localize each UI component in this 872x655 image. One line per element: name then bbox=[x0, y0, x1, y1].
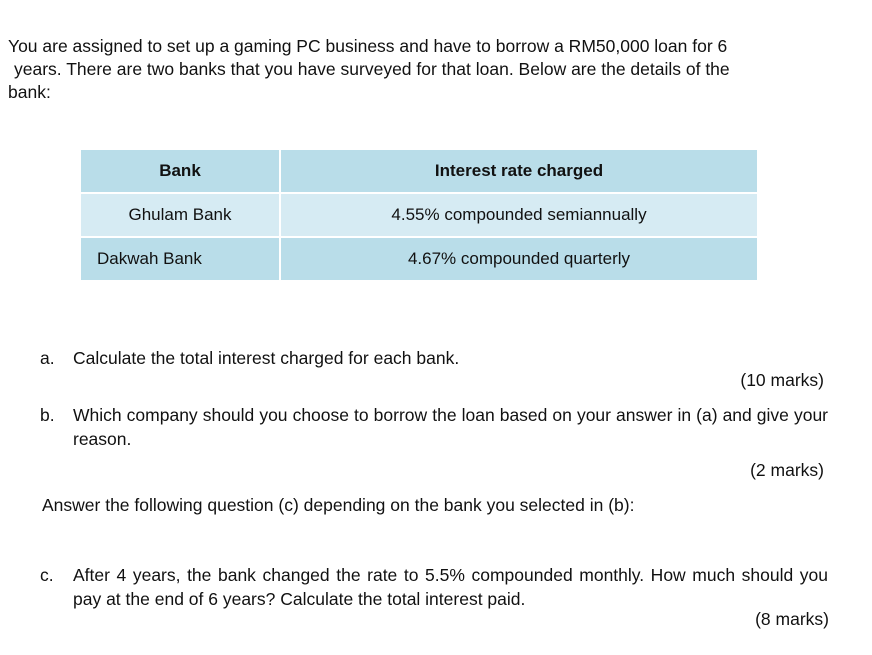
question-a-letter: a. bbox=[40, 348, 55, 368]
question-b-letter: b. bbox=[40, 405, 55, 425]
intro-line-3: bank: bbox=[8, 82, 51, 102]
intro-paragraph bbox=[8, 35, 848, 104]
question-b-text: Which company should you choose to borrow the loan based on your answer in (a) and give your reason. bbox=[73, 405, 828, 449]
header-interest-rate: Interest rate charged bbox=[280, 149, 758, 193]
bank-rates-table bbox=[79, 148, 759, 282]
question-a-marks: (10 marks) bbox=[740, 370, 824, 390]
bank-name-cell: Dakwah Bank bbox=[80, 237, 280, 281]
interest-rate-cell: 4.55% compounded semiannually bbox=[280, 193, 758, 237]
table-row bbox=[80, 237, 758, 281]
table-row bbox=[80, 193, 758, 237]
question-c bbox=[40, 563, 828, 611]
interest-rate-cell: 4.67% compounded quarterly bbox=[280, 237, 758, 281]
question-c-text: After 4 years, the bank changed the rate to 5.5% compounded monthly. How much should you pay at the end of 6 years? Calculate the total interest paid. bbox=[73, 565, 828, 609]
question-c-instruction: Answer the following question (c) depending on the bank you selected in (b): bbox=[42, 495, 635, 515]
question-c-marks: (8 marks) bbox=[755, 609, 829, 629]
question-c-letter: c. bbox=[40, 565, 54, 585]
question-b bbox=[40, 403, 828, 451]
bank-name-cell: Ghulam Bank bbox=[80, 193, 280, 237]
header-bank: Bank bbox=[80, 149, 280, 193]
table-header-row bbox=[80, 149, 758, 193]
question-a bbox=[40, 346, 828, 370]
question-a-text: Calculate the total interest charged for each bank. bbox=[73, 348, 460, 368]
intro-line-2: years. There are two banks that you have surveyed for that loan. Below are the details of the bbox=[14, 59, 730, 79]
question-b-marks: (2 marks) bbox=[750, 460, 824, 480]
intro-line-1: You are assigned to set up a gaming PC business and have to borrow a RM50,000 loan for 6 bbox=[8, 36, 728, 56]
